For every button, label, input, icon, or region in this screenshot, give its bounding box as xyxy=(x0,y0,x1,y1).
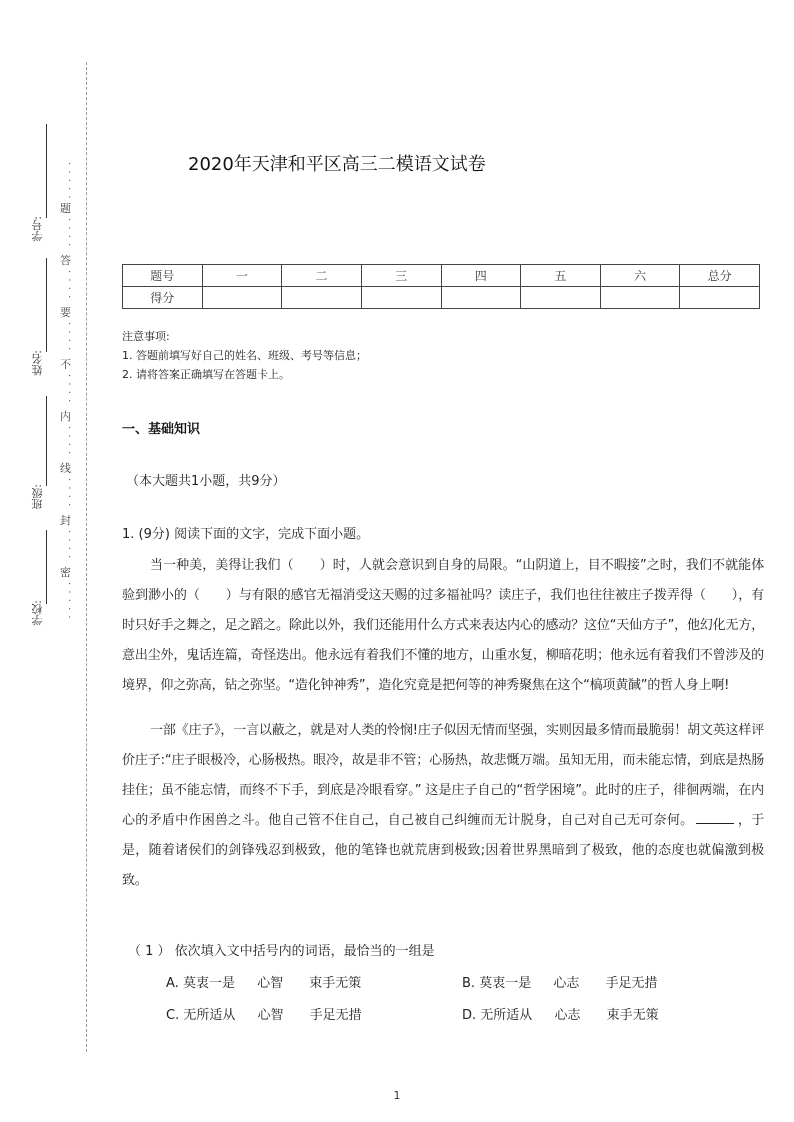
section-info: （本大题共1小题，共9分） xyxy=(126,474,286,489)
score-input-cell[interactable] xyxy=(202,287,282,309)
seal-dots: · · · · xyxy=(63,478,74,508)
score-input-cell[interactable] xyxy=(361,287,441,309)
score-cell: 三 xyxy=(361,265,441,287)
passage-text: 一部《庄子》，一言以蔽之，就是对人类的怜悯!庄子似因无情而坚强，实则因最多情而最脆弱！胡文英这样评价庄子:“庄子眼极冷，心肠极热。眼冷，故是非不管；心肠热，故悲慨万端。虽知无用，而未能忘情，到底是热肠挂住；虽不能忘情，而终不下手，到底是冷眼看穿。” 这是庄子自己的“哲学困境”。此时的庄子，徘徊两端，在内心的矛盾中作困兽之斗。他自己管不住自己，自己被自己纠缠而无计脱身，自己对自己无可奈何。 xyxy=(122,723,764,828)
seal-dots: · · · · xyxy=(63,426,74,456)
option-letter: B. xyxy=(462,976,476,991)
seal-dots: · · · · · xyxy=(63,582,74,620)
option-word: 无所适从 xyxy=(480,1008,533,1023)
passage-paragraph xyxy=(122,716,764,896)
sub-question: （ 1 ） 依次填入文中括号内的词语，最恰当的一组是 xyxy=(128,944,435,959)
question-stem: 1. (9分) 阅读下面的文字，完成下面小题。 xyxy=(122,527,370,542)
seal-dots: · · · · xyxy=(63,374,74,404)
score-input-cell[interactable] xyxy=(441,287,521,309)
option-letter: A. xyxy=(166,976,179,991)
score-table-score-row xyxy=(123,287,760,309)
seal-dots: · · · · xyxy=(63,322,74,352)
seal-char: 题 xyxy=(60,202,71,215)
option-word: 莫衷一是 xyxy=(479,976,532,991)
score-table xyxy=(122,264,760,309)
seal-char: 封 xyxy=(60,514,71,527)
option-word: 心志 xyxy=(554,1008,581,1023)
class-line xyxy=(46,396,47,486)
score-cell: 六 xyxy=(600,265,680,287)
score-cell: 四 xyxy=(441,265,521,287)
option-word: 莫衷一是 xyxy=(182,976,235,991)
student-id-line xyxy=(46,124,47,218)
notes-block xyxy=(122,327,367,384)
option-word: 束手无策 xyxy=(309,976,362,991)
option-word: 无所适从 xyxy=(183,1008,236,1023)
seal-dots: · · · · xyxy=(63,270,74,300)
class-label: 班级: xyxy=(31,484,44,510)
notes-heading: 注意事项: xyxy=(122,330,170,343)
passage-text: ，于是，随着诸侯们的剑锋残忍到极致，他的笔锋也就荒唐到极致;因着世界黑暗到了极致，他的态度也就偏激到极致。 xyxy=(122,813,764,888)
passage-paragraph: 当一种美，美得让我们（ ）时，人就会意识到自身的局限。“山阴道上，目不暇接”之时，我们不就能体验到渺小的（ ）与有限的感官无福消受这天赐的过多福祉吗？读庄子，我们也往往被庄子拨弄得（ ），有时只好手之舞之，足之蹈之。除此以外，我们还能用什么方式来表达内心的感动？这位“天仙方子”，他幻化无方，意出尘外，鬼话连篇，奇怪迭出。他永远有着我们不懂的地方，山重水复，柳暗花明；他永远有着我们不曾涉及的境界，仰之弥高，钻之弥坚。“造化钟神秀”，造化究竟是把何等的神秀聚焦在这个“槁项黄馘”的哲人身上啊! xyxy=(122,558,764,693)
score-cell: 得分 xyxy=(123,287,203,309)
student-id-label: 学号: xyxy=(31,216,44,242)
page-number: 1 xyxy=(393,1089,401,1102)
score-cell: 总分 xyxy=(680,265,760,287)
option-b[interactable] xyxy=(462,972,658,991)
option-c[interactable] xyxy=(166,1004,362,1023)
seal-char: 答 xyxy=(60,254,71,267)
notes-item: 2. 请将答案正确填写在答题卡上。 xyxy=(122,368,290,381)
seal-dots: · · · · xyxy=(63,218,74,248)
binding-dashed-line xyxy=(86,62,87,1052)
option-word: 手足无措 xyxy=(605,976,658,991)
option-letter: D. xyxy=(462,1008,477,1023)
option-letter: C. xyxy=(166,1008,180,1023)
score-cell: 题号 xyxy=(123,265,203,287)
seal-char: 内 xyxy=(60,410,71,423)
seal-dots: · · · · xyxy=(63,530,74,560)
score-cell: 五 xyxy=(521,265,601,287)
option-d[interactable] xyxy=(462,1004,659,1023)
seal-dots: · · · · · xyxy=(63,162,74,200)
option-word: 手足无措 xyxy=(309,1008,362,1023)
exam-title: 2020年天津和平区高三二模语文试卷 xyxy=(188,154,486,175)
fill-blank[interactable] xyxy=(696,811,734,824)
notes-item: 1. 答题前填写好自己的姓名、班级、考号等信息； xyxy=(122,349,367,362)
option-word: 心智 xyxy=(257,976,284,991)
score-input-cell[interactable] xyxy=(521,287,601,309)
score-cell: 二 xyxy=(282,265,362,287)
option-word: 心智 xyxy=(257,1008,284,1023)
seal-char: 不 xyxy=(60,358,71,371)
school-label: 学校: xyxy=(31,600,44,626)
seal-char: 线 xyxy=(60,462,71,475)
seal-char: 要 xyxy=(60,306,71,319)
score-input-cell[interactable] xyxy=(680,287,760,309)
name-label: 姓名: xyxy=(31,350,44,376)
score-input-cell[interactable] xyxy=(282,287,362,309)
seal-char: 密 xyxy=(60,566,71,579)
option-a[interactable] xyxy=(166,972,361,991)
section-title: 一、基础知识 xyxy=(122,422,201,437)
school-line xyxy=(46,530,47,604)
score-table-header-row xyxy=(123,265,760,287)
score-cell: 一 xyxy=(202,265,282,287)
name-line xyxy=(46,258,47,352)
score-input-cell[interactable] xyxy=(600,287,680,309)
option-word: 心志 xyxy=(553,976,580,991)
option-word: 束手无策 xyxy=(606,1008,659,1023)
